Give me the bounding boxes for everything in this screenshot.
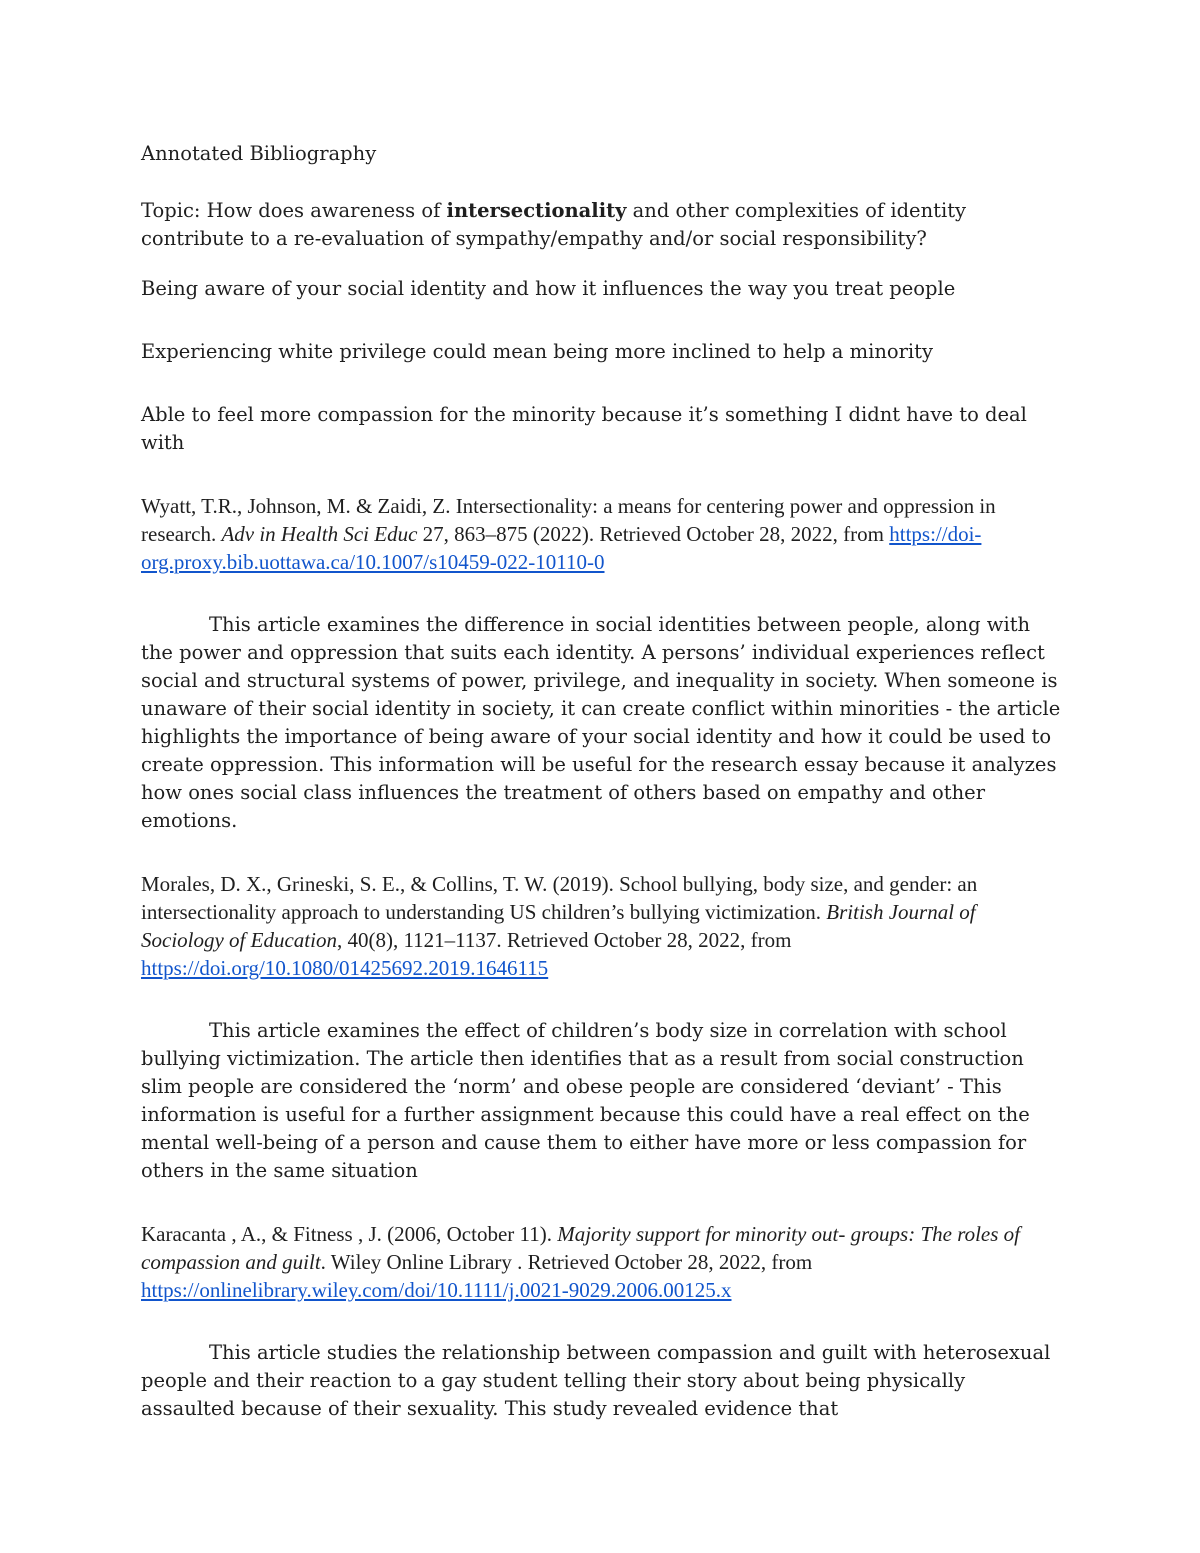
citation-1-journal: Adv in Health Sci Educ xyxy=(221,522,418,546)
citation-2-details: , 40(8), 1121–1137. Retrieved October 28, 2022, from xyxy=(336,928,792,952)
note-1: Being aware of your social identity and how it influences the way you treat people xyxy=(141,277,956,300)
document-page xyxy=(141,140,1061,1458)
citation-2-text: Morales, D. X., Grineski, S. E., & Collins, T. W. (2019). School bullying, body size, and gender: an intersectionality approach to understanding US children’s bullying victimization. xyxy=(141,872,978,924)
note-2: Experiencing white privilege could mean being more inclined to help a minority xyxy=(141,340,934,363)
citation-2-journal: British Journal of Sociology of Education xyxy=(141,900,976,952)
citation-1-text: Wyatt, T.R., Johnson, M. & Zaidi, Z. Intersectionality: a means for centering power and oppression in research. xyxy=(141,494,996,546)
annotation-2 xyxy=(141,1017,1061,1185)
citation-2 xyxy=(141,870,1061,982)
citation-1-link[interactable]: https://doi-org.proxy.bib.uottawa.ca/10.1007/s10459-022-10110-0 xyxy=(141,522,982,574)
topic-question xyxy=(141,197,1061,253)
citation-3-title: Majority support for minority out- groups: The roles of compassion and guilt xyxy=(141,1222,1020,1274)
citation-1-details: 27, 863–875 (2022). Retrieved October 28, 2022, from xyxy=(417,522,890,546)
citation-1 xyxy=(141,492,1061,576)
document-title: Annotated Bibliography xyxy=(141,142,377,165)
citation-3-details: . Wiley Online Library . Retrieved October 28, 2022, from xyxy=(320,1250,813,1274)
citation-3-text: Karacanta , A., & Fitness , J. (2006, October 11). xyxy=(141,1222,558,1246)
annotation-3 xyxy=(141,1339,1061,1423)
topic-keyword: intersectionality xyxy=(446,199,627,222)
topic-prefix: Topic: How does awareness of xyxy=(141,199,447,222)
note-3: Able to feel more compassion for the minority because it’s something I didnt have to deal with xyxy=(141,403,1027,454)
citation-3-link[interactable]: https://onlinelibrary.wiley.com/doi/10.1111/j.0021-9029.2006.00125.x xyxy=(141,1278,732,1302)
citation-3 xyxy=(141,1220,1061,1304)
topic-suffix: and other complexities of identity contribute to a re-evaluation of sympathy/empathy and/or social responsibility? xyxy=(141,199,967,250)
annotation-1 xyxy=(141,611,1061,835)
annotation-2-text: This article examines the effect of children’s body size in correlation with school bullying victimization. The article then identifies that as a result from social construction slim people are considered the ‘norm’ and obese people are considered ‘deviant’ - This information is useful for a further assignment because this could have a real effect on the mental well-being of a person and cause them to either have more or less compassion for others in the same situation xyxy=(141,1019,1030,1182)
annotation-1-text: This article examines the difference in social identities between people, along with the power and oppression that suits each identity. A persons’ individual experiences reflect social and structural systems of power, privilege, and inequality in society. When someone is unaware of their social identity in society, it can create conflict within minorities - the article highlights the importance of being aware of your social identity and how it could be used to create oppression. This information will be useful for the research essay because it analyzes how ones social class influences the treatment of others based on empathy and other emotions. xyxy=(141,613,1061,832)
citation-2-link[interactable]: https://doi.org/10.1080/01425692.2019.1646115 xyxy=(141,956,549,980)
annotation-3-text: This article studies the relationship between compassion and guilt with heterosexual people and their reaction to a gay student telling their story about being physically assaulted because of their sexuality. This study revealed evidence that xyxy=(141,1341,1051,1420)
